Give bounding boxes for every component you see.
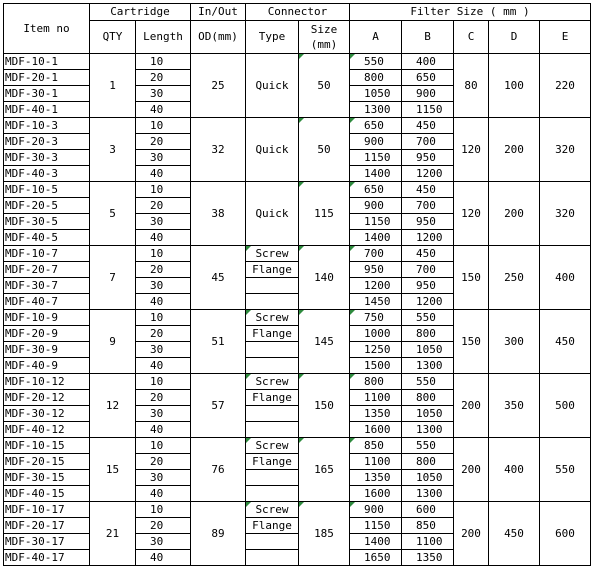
size-cell: 145 [299,310,350,374]
header-type: Type [246,21,299,54]
length-cell: 30 [136,342,191,358]
size-cell: 50 [299,118,350,182]
a-cell: 800 [350,374,402,390]
length-cell: 30 [136,470,191,486]
b-cell: 950 [402,278,454,294]
item-no-cell: MDF-20-3 [4,134,90,150]
header-connector: Connector [246,4,350,21]
length-cell: 20 [136,70,191,86]
qty-cell: 3 [90,118,136,182]
filter-spec-table [3,3,591,566]
a-cell: 900 [350,502,402,518]
header-size [299,21,350,54]
length-cell: 20 [136,390,191,406]
type-cell: Screw [246,374,299,390]
b-cell: 1200 [402,294,454,310]
item-no-cell: MDF-20-9 [4,326,90,342]
type-cell-2: Flange [246,262,299,278]
b-cell: 800 [402,390,454,406]
od-cell: 32 [191,118,246,182]
item-no-cell: MDF-40-3 [4,166,90,182]
a-cell: 1350 [350,406,402,422]
item-no-cell: MDF-20-15 [4,454,90,470]
a-cell: 700 [350,246,402,262]
a-cell: 1400 [350,166,402,182]
length-cell: 10 [136,374,191,390]
length-cell: 40 [136,486,191,502]
item-no-cell: MDF-40-7 [4,294,90,310]
qty-cell: 15 [90,438,136,502]
qty-cell: 5 [90,182,136,246]
c-cell: 80 [454,54,489,118]
length-cell: 30 [136,278,191,294]
c-cell: 120 [454,182,489,246]
size-cell: 150 [299,374,350,438]
length-cell: 40 [136,358,191,374]
header-in-out: In/Out [191,4,246,21]
item-no-cell: MDF-30-7 [4,278,90,294]
type-cell: Screw [246,310,299,326]
a-cell: 1200 [350,278,402,294]
type-cell: Quick [246,182,299,246]
od-cell: 25 [191,54,246,118]
d-cell: 200 [489,182,540,246]
od-cell: 76 [191,438,246,502]
item-no-cell: MDF-20-1 [4,70,90,86]
length-cell: 10 [136,310,191,326]
e-cell: 320 [540,118,591,182]
d-cell: 200 [489,118,540,182]
e-cell: 550 [540,438,591,502]
type-cell: Quick [246,118,299,182]
a-cell: 1600 [350,422,402,438]
e-cell: 220 [540,54,591,118]
type-cell: Screw [246,502,299,518]
c-cell: 200 [454,502,489,566]
item-no-cell: MDF-30-9 [4,342,90,358]
a-cell: 900 [350,134,402,150]
c-cell: 120 [454,118,489,182]
a-cell: 650 [350,118,402,134]
b-cell: 950 [402,214,454,230]
b-cell: 1100 [402,534,454,550]
item-no-cell: MDF-40-15 [4,486,90,502]
b-cell: 1150 [402,102,454,118]
a-cell: 1500 [350,358,402,374]
od-cell: 57 [191,374,246,438]
b-cell: 400 [402,54,454,70]
e-cell: 600 [540,502,591,566]
length-cell: 40 [136,166,191,182]
header-filter-size: Filter Size ( mm ) [350,4,591,21]
qty-cell: 1 [90,54,136,118]
size-cell: 50 [299,54,350,118]
size-cell: 115 [299,182,350,246]
b-cell: 800 [402,454,454,470]
type-cell: Screw [246,246,299,262]
b-cell: 950 [402,150,454,166]
b-cell: 1200 [402,230,454,246]
type-cell-empty [246,294,299,310]
a-cell: 950 [350,262,402,278]
header-cartridge: Cartridge [90,4,191,21]
a-cell: 1150 [350,518,402,534]
type-cell: Screw [246,438,299,454]
b-cell: 1300 [402,422,454,438]
item-no-cell: MDF-40-9 [4,358,90,374]
item-no-cell: MDF-40-12 [4,422,90,438]
e-cell: 320 [540,182,591,246]
type-cell-empty [246,358,299,374]
length-cell: 10 [136,502,191,518]
length-cell: 10 [136,182,191,198]
header-item-no: Item no [4,4,90,54]
type-cell-empty [246,534,299,550]
length-cell: 30 [136,406,191,422]
length-cell: 20 [136,518,191,534]
od-cell: 51 [191,310,246,374]
header-e: E [540,21,591,54]
od-cell: 45 [191,246,246,310]
b-cell: 600 [402,502,454,518]
a-cell: 1600 [350,486,402,502]
a-cell: 1000 [350,326,402,342]
c-cell: 150 [454,246,489,310]
type-cell-empty [246,470,299,486]
header-qty: QTY [90,21,136,54]
item-no-cell: MDF-20-5 [4,198,90,214]
a-cell: 1650 [350,550,402,566]
a-cell: 900 [350,198,402,214]
b-cell: 450 [402,118,454,134]
item-no-cell: MDF-10-1 [4,54,90,70]
header-a: A [350,21,402,54]
length-cell: 10 [136,54,191,70]
table-row [4,502,591,518]
qty-cell: 21 [90,502,136,566]
size-cell: 185 [299,502,350,566]
b-cell: 550 [402,374,454,390]
table-row [4,374,591,390]
type-cell-empty [246,278,299,294]
b-cell: 900 [402,86,454,102]
type-cell-2: Flange [246,390,299,406]
item-no-cell: MDF-10-3 [4,118,90,134]
b-cell: 550 [402,310,454,326]
qty-cell: 9 [90,310,136,374]
a-cell: 1450 [350,294,402,310]
item-no-cell: MDF-30-17 [4,534,90,550]
length-cell: 10 [136,438,191,454]
a-cell: 1050 [350,86,402,102]
d-cell: 450 [489,502,540,566]
item-no-cell: MDF-40-17 [4,550,90,566]
length-cell: 20 [136,454,191,470]
type-cell-2: Flange [246,518,299,534]
type-cell-empty [246,486,299,502]
a-cell: 750 [350,310,402,326]
length-cell: 20 [136,198,191,214]
b-cell: 1050 [402,470,454,486]
b-cell: 550 [402,438,454,454]
size-cell: 140 [299,246,350,310]
table-row [4,118,591,134]
a-cell: 1100 [350,390,402,406]
qty-cell: 12 [90,374,136,438]
a-cell: 1300 [350,102,402,118]
header-b: B [402,21,454,54]
header-row-2 [4,21,591,54]
item-no-cell: MDF-10-9 [4,310,90,326]
d-cell: 300 [489,310,540,374]
length-cell: 30 [136,214,191,230]
d-cell: 400 [489,438,540,502]
item-no-cell: MDF-10-15 [4,438,90,454]
a-cell: 550 [350,54,402,70]
item-no-cell: MDF-30-12 [4,406,90,422]
e-cell: 400 [540,246,591,310]
length-cell: 40 [136,550,191,566]
a-cell: 1350 [350,470,402,486]
item-no-cell: MDF-40-5 [4,230,90,246]
type-cell-empty [246,342,299,358]
b-cell: 1050 [402,342,454,358]
length-cell: 30 [136,534,191,550]
b-cell: 1200 [402,166,454,182]
type-cell-2: Flange [246,326,299,342]
length-cell: 10 [136,246,191,262]
a-cell: 850 [350,438,402,454]
table-row [4,438,591,454]
header-size-line1: Size [310,23,338,36]
length-cell: 10 [136,118,191,134]
b-cell: 450 [402,182,454,198]
qty-cell: 7 [90,246,136,310]
type-cell-empty [246,406,299,422]
a-cell: 1400 [350,534,402,550]
d-cell: 350 [489,374,540,438]
type-cell: Quick [246,54,299,118]
length-cell: 40 [136,230,191,246]
a-cell: 1150 [350,150,402,166]
type-cell-2: Flange [246,454,299,470]
item-no-cell: MDF-10-12 [4,374,90,390]
b-cell: 1050 [402,406,454,422]
b-cell: 450 [402,246,454,262]
a-cell: 1150 [350,214,402,230]
header-size-line2: (mm) [310,38,338,51]
b-cell: 700 [402,198,454,214]
header-od: OD(mm) [191,21,246,54]
c-cell: 150 [454,310,489,374]
b-cell: 700 [402,134,454,150]
type-cell-empty [246,422,299,438]
length-cell: 40 [136,102,191,118]
length-cell: 30 [136,86,191,102]
length-cell: 20 [136,326,191,342]
b-cell: 1350 [402,550,454,566]
header-d: D [489,21,540,54]
type-cell-empty [246,550,299,566]
e-cell: 500 [540,374,591,438]
table-row [4,246,591,262]
header-c: C [454,21,489,54]
item-no-cell: MDF-10-17 [4,502,90,518]
a-cell: 1250 [350,342,402,358]
item-no-cell: MDF-30-5 [4,214,90,230]
a-cell: 1400 [350,230,402,246]
b-cell: 650 [402,70,454,86]
header-length: Length [136,21,191,54]
a-cell: 650 [350,182,402,198]
length-cell: 40 [136,422,191,438]
item-no-cell: MDF-30-15 [4,470,90,486]
table-row [4,182,591,198]
item-no-cell: MDF-20-17 [4,518,90,534]
size-cell: 165 [299,438,350,502]
b-cell: 800 [402,326,454,342]
item-no-cell: MDF-20-7 [4,262,90,278]
d-cell: 100 [489,54,540,118]
od-cell: 38 [191,182,246,246]
d-cell: 250 [489,246,540,310]
item-no-cell: MDF-40-1 [4,102,90,118]
a-cell: 800 [350,70,402,86]
length-cell: 30 [136,150,191,166]
b-cell: 1300 [402,358,454,374]
spec-table-container [3,3,591,566]
length-cell: 20 [136,262,191,278]
item-no-cell: MDF-30-1 [4,86,90,102]
item-no-cell: MDF-10-5 [4,182,90,198]
b-cell: 1300 [402,486,454,502]
header-row-1 [4,4,591,21]
od-cell: 89 [191,502,246,566]
a-cell: 1100 [350,454,402,470]
item-no-cell: MDF-10-7 [4,246,90,262]
b-cell: 700 [402,262,454,278]
c-cell: 200 [454,374,489,438]
length-cell: 40 [136,294,191,310]
e-cell: 450 [540,310,591,374]
c-cell: 200 [454,438,489,502]
item-no-cell: MDF-30-3 [4,150,90,166]
table-row [4,54,591,70]
item-no-cell: MDF-20-12 [4,390,90,406]
table-row [4,310,591,326]
b-cell: 850 [402,518,454,534]
length-cell: 20 [136,134,191,150]
